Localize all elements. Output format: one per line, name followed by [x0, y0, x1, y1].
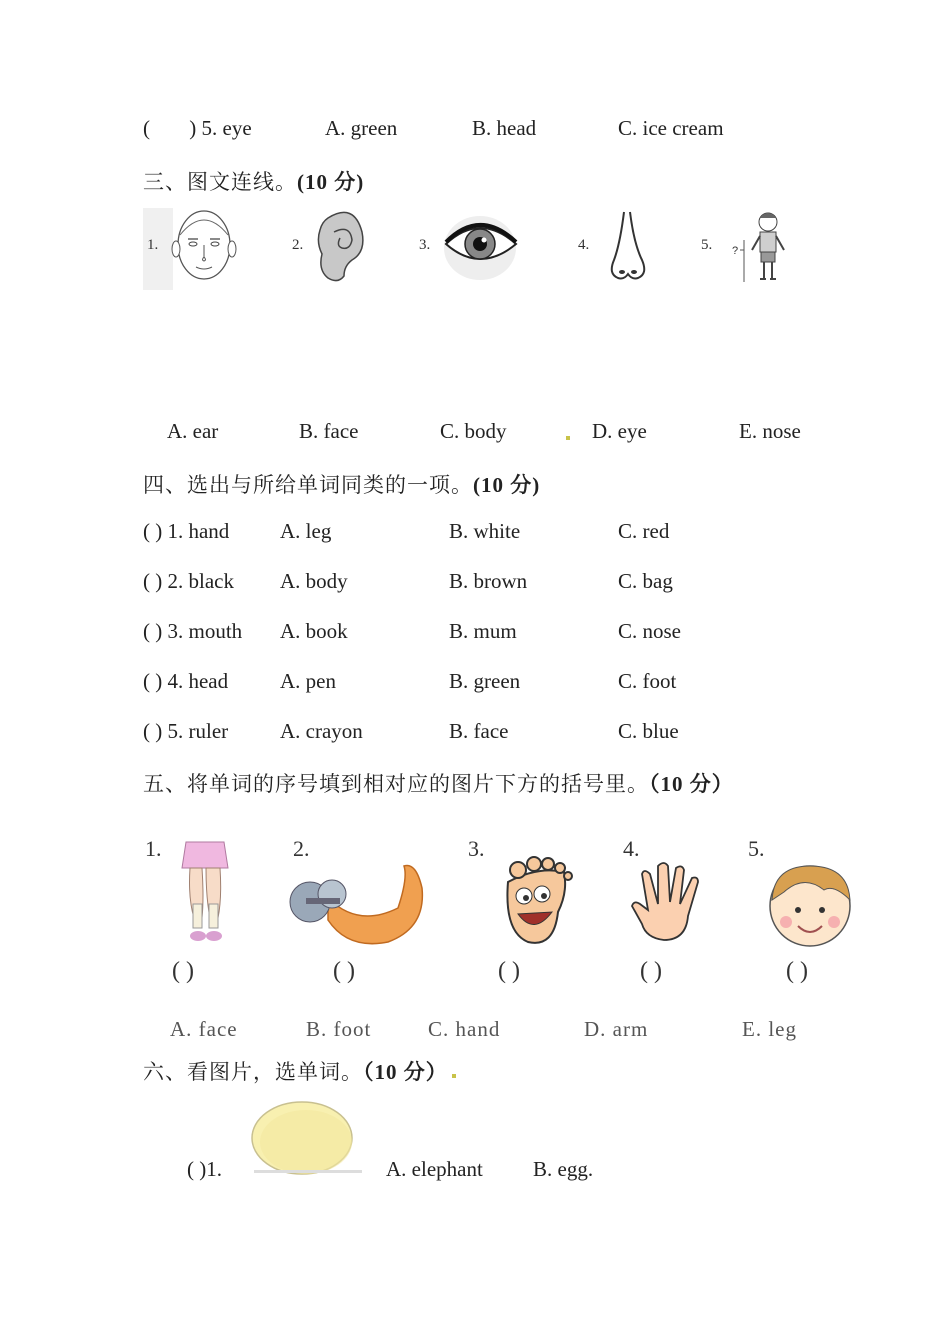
s4-q5: ( ) 5. ruler: [143, 719, 229, 743]
q2-paren-open: (: [143, 116, 150, 140]
s6-q1: ( )1.: [187, 1157, 222, 1181]
arm-icon: [288, 858, 428, 950]
ear-icon: [314, 208, 368, 284]
s4-q4: ( ) 4. head: [143, 669, 229, 693]
s3-option-e: E. nose: [739, 419, 801, 443]
s5-num-3: 3.: [468, 836, 485, 861]
s6-q1-a: A. elephant: [386, 1157, 483, 1181]
face-icon: [168, 205, 240, 287]
stray-mark: [566, 436, 570, 440]
foot-icon: [498, 852, 576, 948]
s4-q2-b: B. brown: [449, 569, 528, 593]
s5-option-a: A. face: [170, 1017, 238, 1041]
s3-option-c: C. body: [440, 419, 507, 443]
s4-q2: ( ) 2. black: [143, 569, 234, 593]
q2-option-b: B. head: [472, 116, 537, 140]
section-6-title: 六、看图片，选单词。（10 分）: [143, 1060, 448, 1084]
q2-option-a: A. green: [325, 116, 398, 140]
section-4-title: 四、选出与所给单词同类的一项。(10 分): [143, 473, 541, 497]
svg-text:?: ?: [732, 245, 739, 257]
s4-q4-b: B. green: [449, 669, 521, 693]
egg-icon: [250, 1096, 364, 1176]
face-icon-2: [764, 860, 858, 948]
body-icon: [730, 206, 796, 286]
s3-option-d: D. eye: [592, 419, 647, 443]
s5-option-c: C. hand: [428, 1017, 501, 1041]
s3-num-3: 3.: [419, 237, 431, 253]
s4-q2-a: A. body: [280, 569, 348, 593]
s5-option-b: B. foot: [306, 1017, 372, 1041]
s4-q5-b: B. face: [449, 719, 509, 743]
section-3-title: 三、图文连线。(10 分): [143, 170, 365, 194]
s4-q1: ( ) 1. hand: [143, 519, 230, 543]
s4-q5-c: C. blue: [618, 719, 679, 743]
s5-num-4: 4.: [623, 836, 640, 861]
q2-option-c: C. ice cream: [618, 116, 724, 140]
s3-num-4: 4.: [578, 237, 590, 253]
hand-icon: [630, 860, 710, 946]
s4-q1-b: B. white: [449, 519, 521, 543]
s4-q3-a: A. book: [280, 619, 348, 643]
s4-q4-a: A. pen: [280, 669, 336, 693]
s4-q2-c: C. bag: [618, 569, 673, 593]
s3-option-b: B. face: [299, 419, 359, 443]
s6-q1-b: B. egg.: [533, 1157, 594, 1181]
s4-q4-c: C. foot: [618, 669, 677, 693]
s4-q5-a: A. crayon: [280, 719, 363, 743]
s5-num-2: 2.: [293, 836, 310, 861]
s3-option-a: A. ear: [167, 419, 219, 443]
s5-blank-2[interactable]: ( ): [333, 958, 355, 984]
s3-num-5: 5.: [701, 237, 713, 253]
q2-question: ) 5. eye: [189, 116, 252, 140]
s5-blank-1[interactable]: ( ): [172, 958, 194, 984]
s5-blank-4[interactable]: ( ): [640, 958, 662, 984]
s4-q3-c: C. nose: [618, 619, 681, 643]
s3-num-2: 2.: [292, 237, 304, 253]
stray-mark-2: [452, 1074, 456, 1078]
s4-q3-b: B. mum: [449, 619, 517, 643]
s5-num-1: 1.: [145, 836, 162, 861]
s5-num-5: 5.: [748, 836, 765, 861]
s3-num-1: 1.: [147, 237, 159, 253]
s5-blank-5[interactable]: ( ): [786, 958, 808, 984]
s5-blank-3[interactable]: ( ): [498, 958, 520, 984]
s4-q1-a: A. leg: [280, 519, 332, 543]
nose-icon: [606, 208, 650, 286]
s4-q3: ( ) 3. mouth: [143, 619, 243, 643]
s4-q1-c: C. red: [618, 519, 670, 543]
eye-icon: [440, 208, 520, 284]
leg-icon: [180, 838, 230, 946]
s5-option-e: E. leg: [742, 1017, 797, 1041]
q2-row-5: [143, 116, 252, 141]
s5-option-d: D. arm: [584, 1017, 649, 1041]
section-5-title: 五、将单词的序号填到相对应的图片下方的括号里。（10 分）: [143, 772, 734, 796]
